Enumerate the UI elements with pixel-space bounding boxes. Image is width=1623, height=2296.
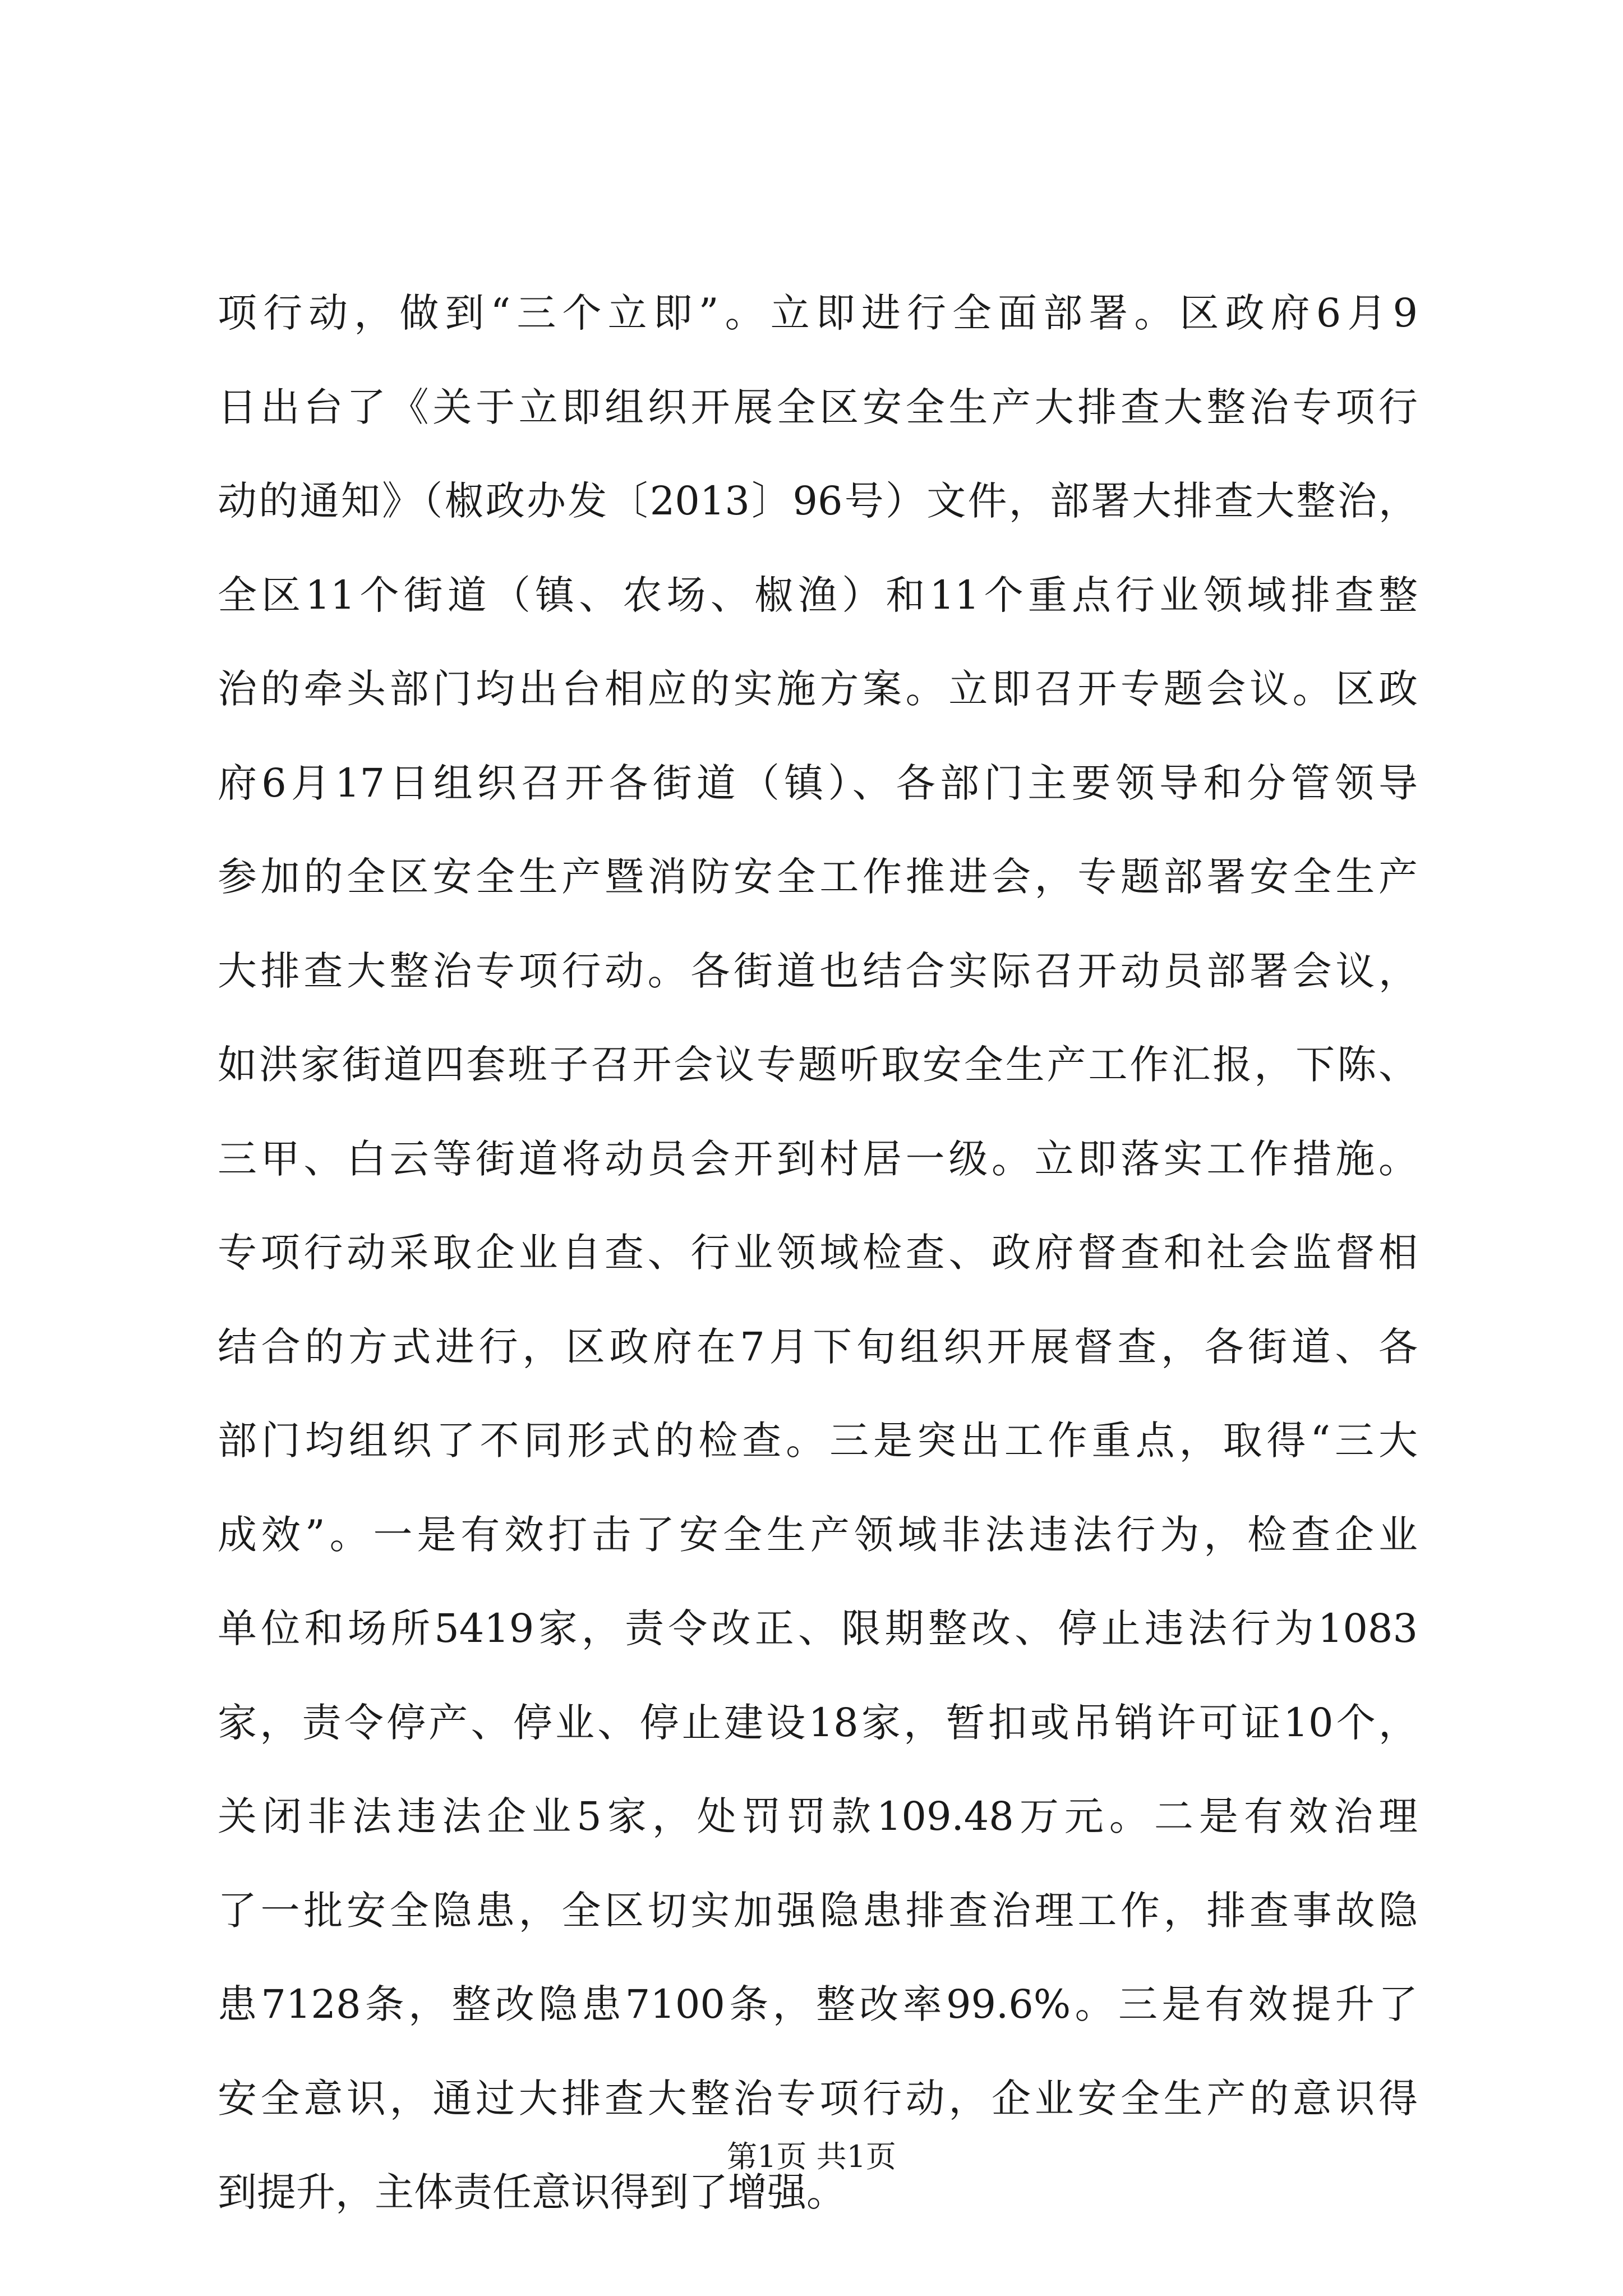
text-line: 到提升，主体责任意识得到了增强。 [218,2169,846,2215]
text-line: 全区11个街道（镇、农场、椒渔）和11个重点行业领域排查整 [218,572,1418,618]
text-line: 部门均组织了不同形式的检查。三是突出工作重点，取得“三大 [218,1418,1418,1464]
text-line: 参加的全区安全生产暨消防安全工作推进会，专题部署安全生产 [218,854,1418,900]
text-line: 专项行动采取企业自查、行业领域检查、政府督查和社会监督相 [218,1230,1418,1276]
text-line: 如洪家街道四套班子召开会议专题听取安全生产工作汇报，下陈、 [218,1042,1418,1088]
text-line: 关闭非法违法企业5家，处罚罚款109.48万元。二是有效治理 [218,1793,1418,1839]
text-line: 日出台了《关于立即组织开展全区安全生产大排查大整治专项行 [218,384,1418,430]
text-line: 结合的方式进行，区政府在7月下旬组织开展督查，各街道、各 [218,1323,1418,1370]
text-line: 治的牵头部门均出台相应的实施方案。立即召开专题会议。区政 [218,666,1418,712]
text-line: 安全意识，通过大排查大整治专项行动，企业安全生产的意识得 [218,2075,1418,2122]
text-line: 单位和场所5419家，责令改正、限期整改、停止违法行为1083 [218,1605,1418,1651]
text-line: 府6月17日组织召开各街道（镇）、各部门主要领导和分管领导 [218,760,1418,806]
page-footer: 第1页 共1页 [727,2139,896,2174]
text-line: 大排查大整治专项行动。各街道也结合实际召开动员部署会议， [218,947,1418,994]
text-line: 三甲、白云等街道将动员会开到村居一级。立即落实工作措施。 [218,1135,1418,1182]
text-line: 患7128条，整改隐患7100条，整改率99.6%。三是有效提升了 [218,1981,1418,2027]
text-line: 了一批安全隐患，全区切实加强隐患排查治理工作，排查事故隐 [218,1887,1418,1934]
text-line: 项行动，做到“三个立即”。立即进行全面部署。区政府6月9 [218,290,1418,336]
text-line: 家，责令停产、停业、停止建设18家，暂扣或吊销许可证10个， [218,1699,1418,1746]
text-line: 动的通知》（椒政办发〔2013〕96号）文件，部署大排查大整治， [218,478,1418,524]
text-line: 成效”。一是有效打击了安全生产领域非法违法行为，检查企业 [218,1511,1418,1558]
body-paragraph [218,266,1418,2240]
